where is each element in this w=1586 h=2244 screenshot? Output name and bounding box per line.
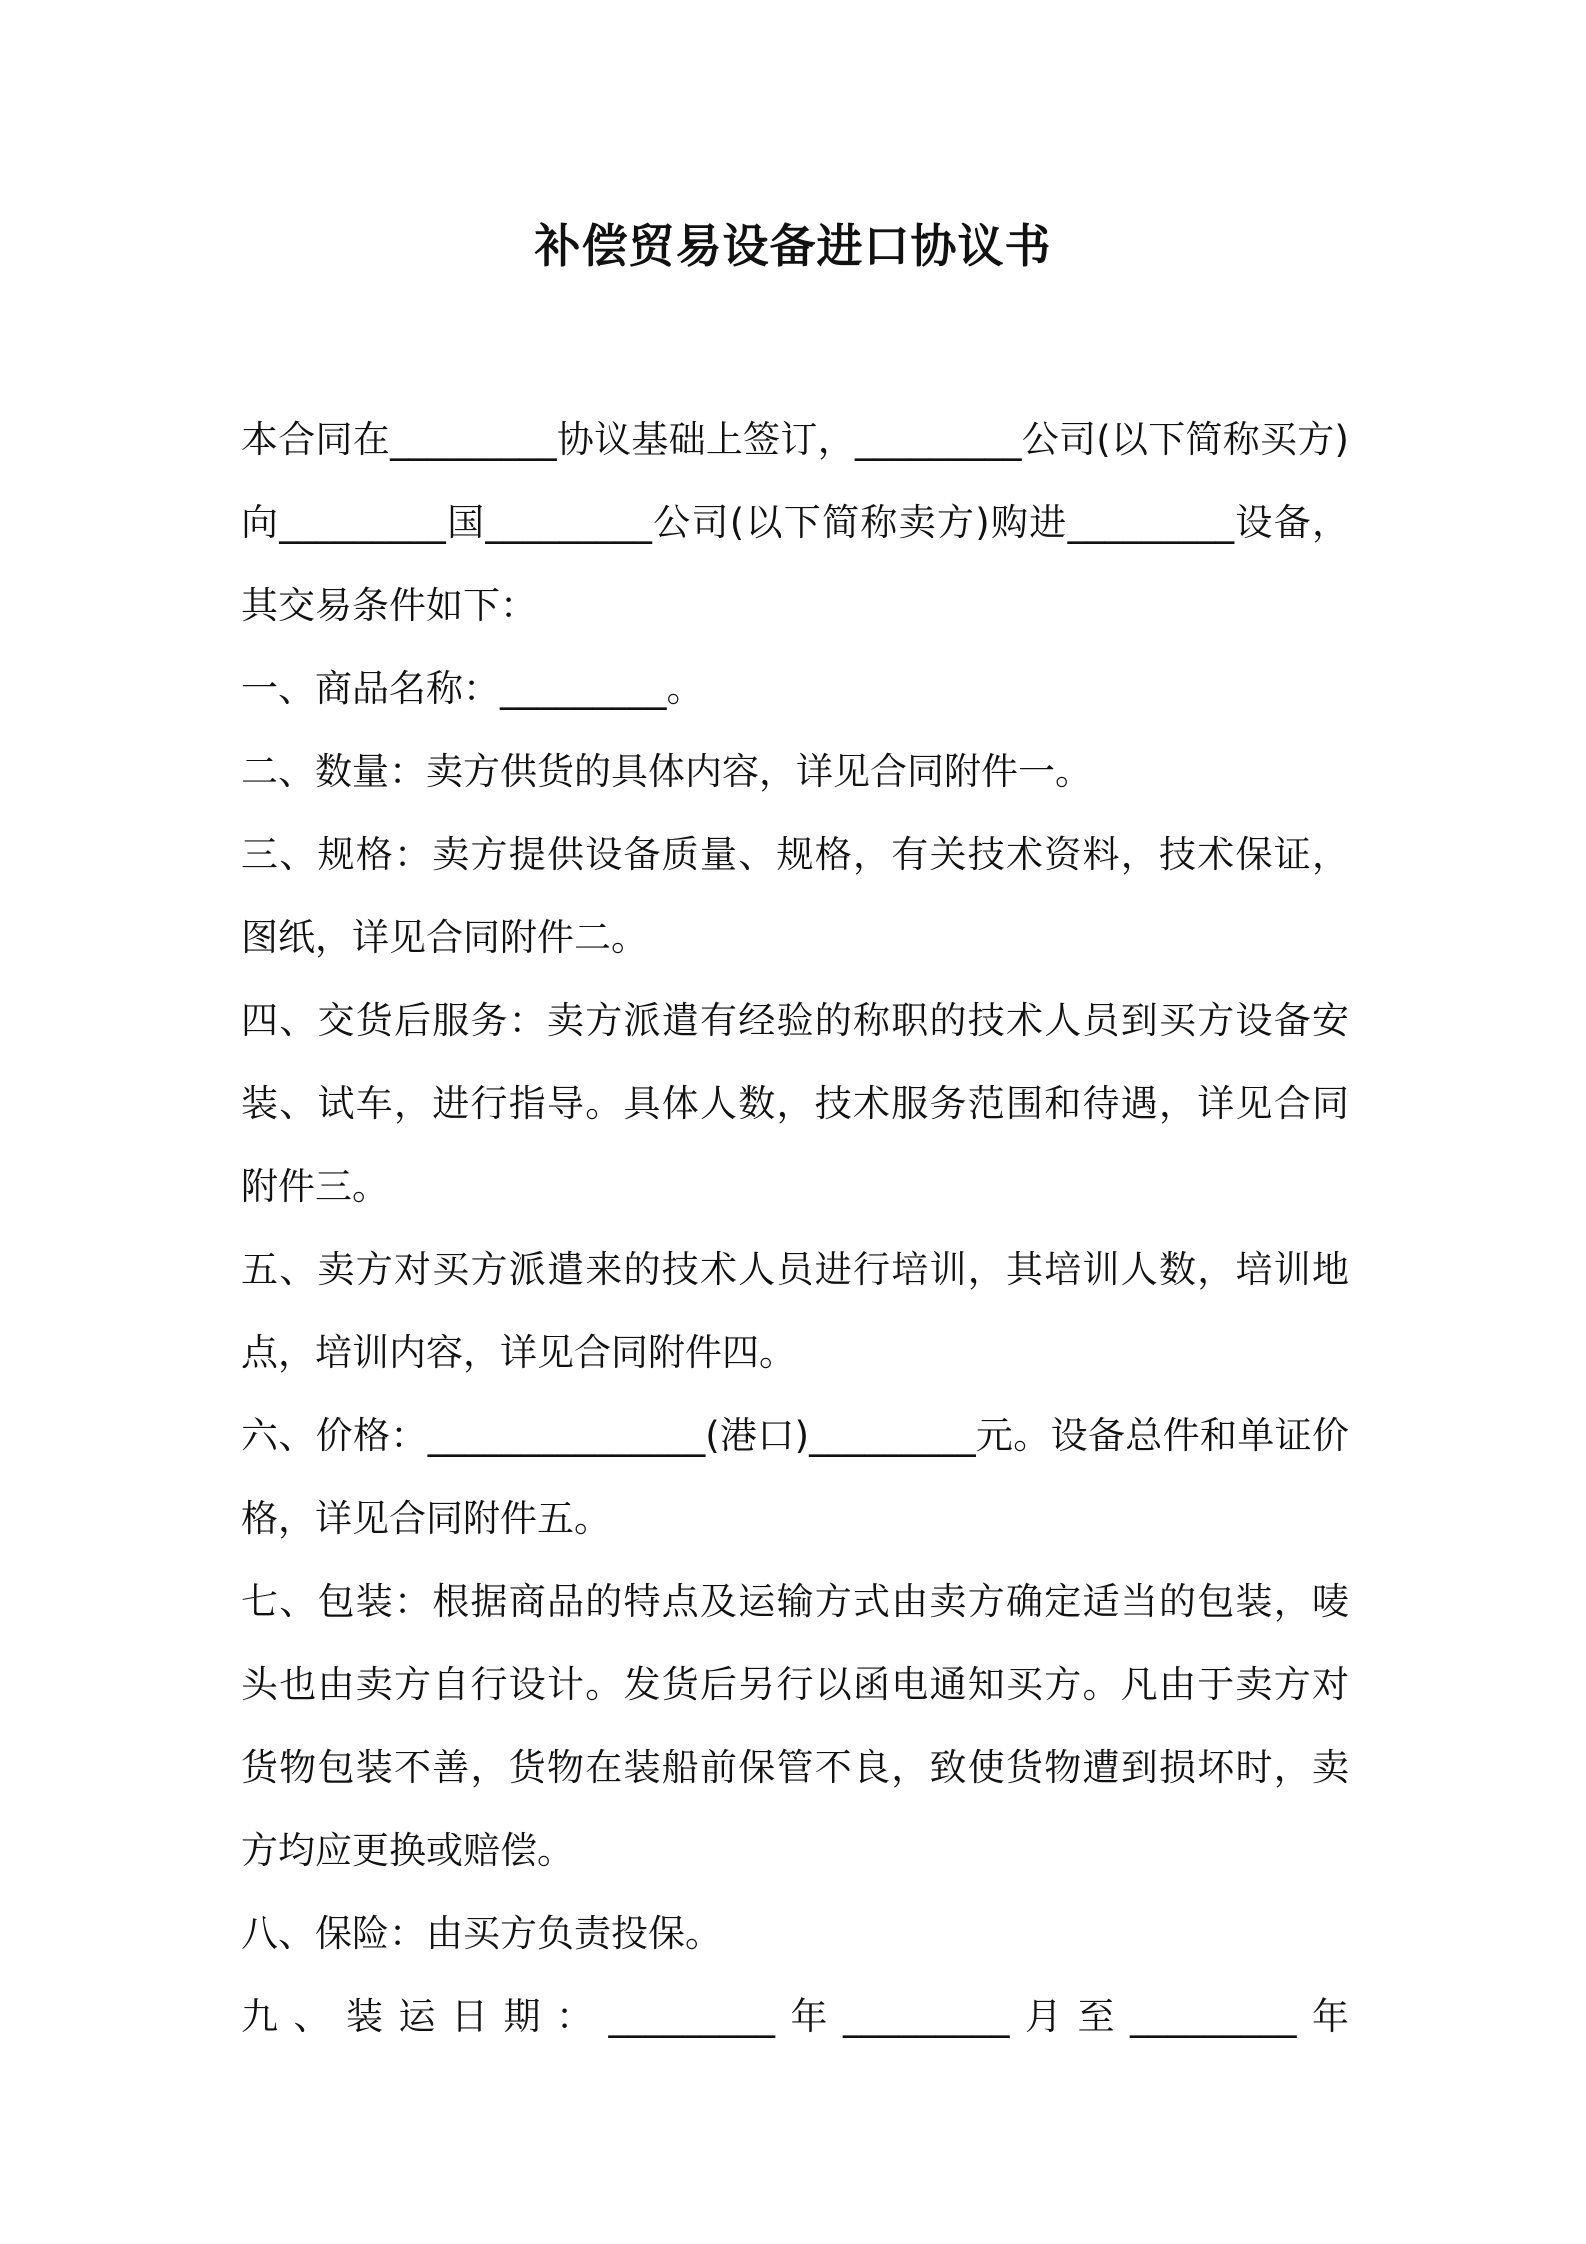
paragraph-item-2: 二、数量：卖方供货的具体内容，详见合同附件一。 xyxy=(241,750,1092,793)
paragraph-item-1: 一、商品名称：_________。 xyxy=(241,667,704,710)
paragraph-item-9: 九、装运日期：_________年_________月至_________年 xyxy=(241,1995,1349,2038)
paragraph-item-3: 三、规格：卖方提供设备质量、规格，有关技术资料，技术保证，图纸，详见合同附件二。 xyxy=(241,833,1349,959)
paragraph-item-6: 六、价格：_______________(港口)_________元。设备总件和单证价格，详见合同附件五。 xyxy=(241,1414,1349,1540)
paragraph-item-8: 八、保险：由买方负责投保。 xyxy=(241,1912,722,1955)
document-title: 补偿贸易设备进口协议书 xyxy=(534,219,1052,273)
paragraph-item-5: 五、卖方对买方派遣来的技术人员进行培训，其培训人数，培训地点，培训内容，详见合同附件四。 xyxy=(241,1248,1349,1374)
paragraph-intro: 本合同在_________协议基础上签订，_________公司(以下简称买方)向_________国_________公司(以下简称卖方)购进_________设备，其交易条件如下： xyxy=(241,418,1349,627)
paragraph-item-4: 四、交货后服务：卖方派遣有经验的称职的技术人员到买方设备安装、试车，进行指导。具体人数，技术服务范围和待遇，详见合同附件三。 xyxy=(241,999,1349,1208)
paragraph-item-7: 七、包装：根据商品的特点及运输方式由卖方确定适当的包装，唛头也由卖方自行设计。发货后另行以函电通知买方。凡由于卖方对货物包装不善，货物在装船前保管不良，致使货物遭到损坏时，卖方均应更换或赔偿。 xyxy=(241,1580,1349,1872)
document-body xyxy=(241,398,1349,2058)
